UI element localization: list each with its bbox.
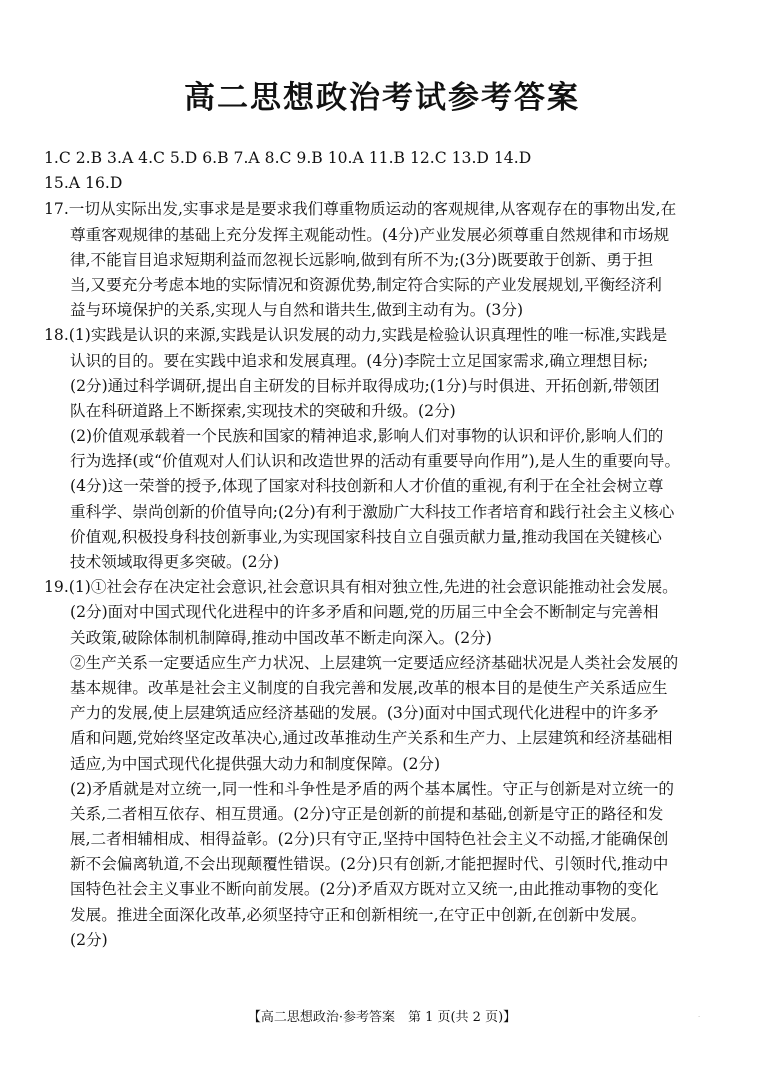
question-18-part-1 <box>44 323 730 424</box>
q17-line: 益与环境保护的关系,实现人与自然和谐共生,做到主动有为。(3分) <box>70 301 524 320</box>
question-19-part-1-a <box>44 575 730 651</box>
question-17-answer <box>44 197 730 323</box>
q19-1a-line: 关政策,破除体制机制障碍,推动中国改革不断走向深入。(2分) <box>70 628 492 647</box>
answer-content <box>44 146 730 953</box>
q19-2-line: 展,二者相辅相成、相得益彰。(2分)只有守正,坚持中国特色社会主义不动摇,才能确保创 <box>70 830 669 849</box>
q18-2-line: 价值观,积极投身科技创新事业,为实现国家科技自立自强贡献力量,推动我国在关键核心 <box>70 527 662 546</box>
q19-2-line: 新不会偏离轨道,不会出现颠覆性错误。(2分)只有创新,才能把握时代、引领时代,推动中 <box>70 855 669 874</box>
page-footer: 【高二思想政治·参考答案 第 1 页(共 2 页)】 <box>247 1010 517 1025</box>
q18-2-line: 重科学、崇尚创新的价值导向;(2分)有利于激励广大科技工作者培育和践行社会主义核心 <box>70 502 675 521</box>
q19-2-line: (2)矛盾就是对立统一,同一性和斗争性是矛盾的两个基本属性。守正与创新是对立统一的 <box>70 779 675 798</box>
q18-1-line-first: 18.(1)实践是认识的来源,实践是认识发展的动力,实践是检验认识真理性的唯一标准,实践是 <box>44 326 668 345</box>
question-18-part-2 <box>44 424 730 575</box>
q18-2-line: 行为选择(或“价值观对人们认识和改造世界的活动有重要导向作用”),是人生的重要向导。 <box>70 452 681 471</box>
q19-1b-line: ②生产关系一定要适应生产力状况、上层建筑一定要适应经济基础状况是人类社会发展的 <box>70 653 679 672</box>
q18-2-line: (2)价值观承载着一个民族和国家的精神追求,影响人们对事物的认识和评价,影响人们的 <box>70 427 664 446</box>
q19-2-line: 国特色社会主义事业不断向前发展。(2分)矛盾双方既对立又统一,由此推动事物的变化 <box>70 880 659 899</box>
q19-1b-line: 基本规律。改革是社会主义制度的自我完善和发展,改革的根本目的是使生产关系适应生 <box>70 678 668 697</box>
q19-1a-line-first: 19.(1)①社会存在决定社会意识,社会意识具有相对独立性,先进的社会意识能推动社会发展。 <box>44 578 678 597</box>
q17-line-first: 17.一切从实际出发,实事求是是要求我们尊重物质运动的客观规律,从客观存在的事物出发,在 <box>44 200 677 219</box>
q19-1a-line: (2分)面对中国式现代化进程中的许多矛盾和问题,党的历届三中全会不断制定与完善相 <box>70 603 659 622</box>
q19-2-line: 发展。推进全面深化改革,必须坚持守正和创新相统一,在守正中创新,在创新中发展。 <box>70 905 647 924</box>
q19-1b-line: 适应,为中国式现代化提供强大动力和制度保障。(2分) <box>70 754 441 773</box>
q17-line: 尊重客观规律的基础上充分发挥主观能动性。(4分)产业发展必须尊重自然规律和市场规 <box>70 225 670 244</box>
corner-mark: · <box>698 1014 700 1021</box>
q18-2-line: 技术领域取得更多突破。(2分) <box>70 553 280 571</box>
question-19-part-2 <box>44 777 730 953</box>
q18-1-line: 队在科研道路上不断探索,实现技术的突破和升级。(2分) <box>70 401 456 420</box>
question-19-part-1-b <box>44 651 730 777</box>
q19-1b-line: 产力的发展,使上层建筑适应经济基础的发展。(3分)面对中国式现代化进程中的许多矛 <box>70 704 659 723</box>
q19-1b-line: 盾和问题,党始终坚定改革决心,通过改革推动生产关系和生产力、上层建筑和经济基础相 <box>70 729 673 748</box>
q17-line: 律,不能盲目追求短期利益而忽视长远影响,做到有所不为;(3分)既要敢于创新、勇于担 <box>70 250 654 269</box>
q18-1-line: 认识的目的。要在实践中追求和发展真理。(4分)李院士立足国家需求,确立理想目标; <box>70 351 649 370</box>
q17-line: 当,又要充分考虑本地的实际情况和资源优势,制定符合实际的产业发展规划,平衡经济利 <box>70 275 662 294</box>
q19-2-line: 关系,二者相互依存、相互贯通。(2分)守正是创新的前提和基础,创新是守正的路径和发 <box>70 804 664 823</box>
q18-1-line: (2分)通过科学调研,提出自主研发的目标并取得成功;(1分)与时俱进、开拓创新,带领团 <box>70 376 660 395</box>
multiple-choice-answers <box>44 146 730 196</box>
q19-2-line: (2分) <box>70 930 108 949</box>
answer-line: 1.C 2.B 3.A 4.C 5.D 6.B 7.A 8.C 9.B 10.A 11.B 12.C 13.D 14.D <box>44 149 532 167</box>
page-title: 高二思想政治考试参考答案 <box>184 80 580 116</box>
q18-2-line: (4分)这一荣誉的授予,体现了国家对科技创新和人才价值的重视,有利于在全社会树立尊 <box>70 477 664 496</box>
answer-line: 15.A 16.D <box>44 174 123 193</box>
